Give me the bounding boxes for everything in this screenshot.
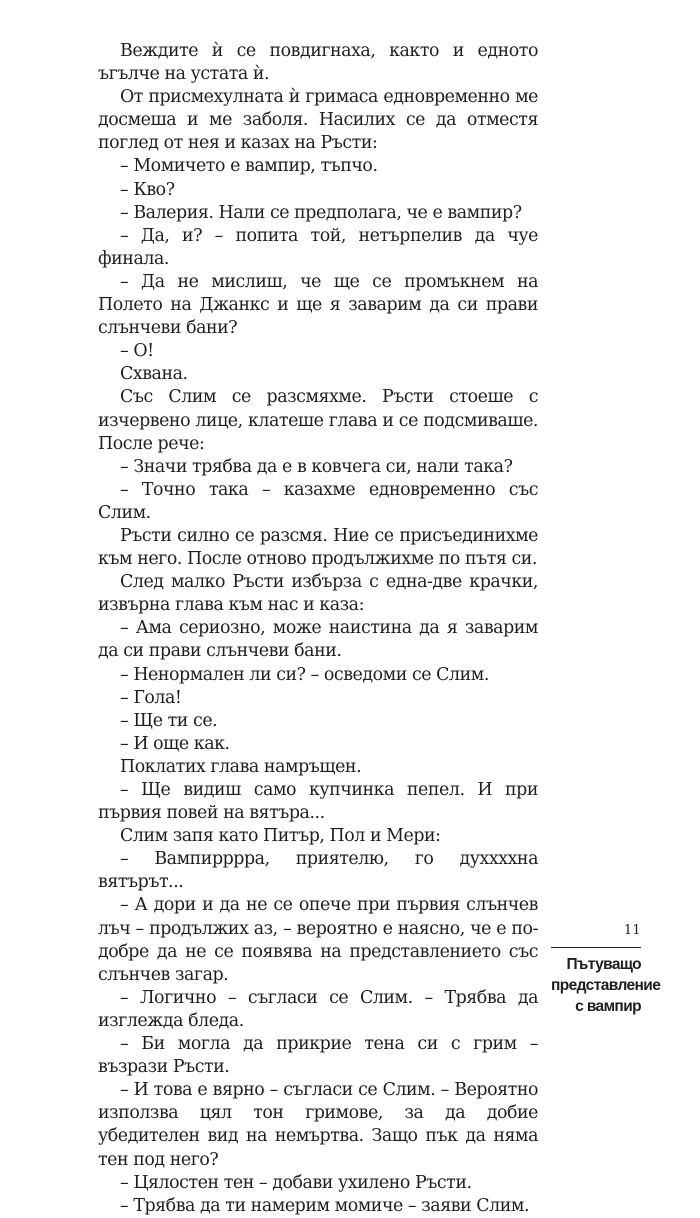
- paragraph: – Гола!: [120, 687, 182, 708]
- paragraph: – А дори и да не се опече при първия слънчев лъч – продължих аз, – вероятно е наясно, че е по-добре да не се появява на представлението със слънчев загар.: [98, 895, 538, 985]
- page-footer: [551, 922, 661, 1017]
- paragraph: – Ще ти се.: [120, 710, 218, 731]
- paragraph: – Ще видиш само купчинка пепел. И при първия повей на вятъра...: [98, 780, 538, 824]
- paragraph: Схвана.: [120, 364, 188, 385]
- paragraph: Веждите ѝ се повдигнаха, както и едното ъгълче на устата ѝ.: [98, 41, 538, 85]
- paragraph: – Кво?: [120, 179, 175, 200]
- footer-rule: [551, 947, 641, 948]
- paragraph: – Да, и? – попита той, нетърпелив да чуе финала.: [98, 225, 538, 269]
- running-title-line: Пътуващо: [566, 956, 641, 973]
- paragraph: – Точно така – казахме едновременно със Слим.: [98, 479, 538, 523]
- paragraph: – Да не мислиш, че ще се промъкнем на Полето на Джанкс и ще я заварим да си прави слънчеви бани?: [98, 271, 538, 339]
- paragraph: – Би могла да прикрие тена си с грим – възрази Ръсти.: [98, 1034, 538, 1078]
- paragraph: – Логично – съгласи се Слим. – Трябва да изглежда бледа.: [98, 987, 538, 1031]
- paragraph: – О!: [120, 341, 154, 362]
- paragraph: – И още как.: [120, 733, 230, 754]
- page-number: 11: [623, 923, 641, 938]
- paragraph: От присмехулната ѝ гримаса едновременно ме досмеша и ме заболя. Насилих се да отместя поглед от нея и казах на Ръсти:: [98, 87, 538, 154]
- paragraph: Ръсти силно се разсмя. Ние се присъединихме към него. После отново продължихме по пътя си.: [98, 525, 538, 570]
- running-title: [551, 954, 661, 1017]
- paragraph: – Значи трябва да е в ковчега си, нали така?: [120, 456, 513, 477]
- paragraph: – Момичето е вампир, тъпчо.: [120, 156, 378, 177]
- paragraph: След малко Ръсти избърза с една-две крачки, извърна глава към нас и каза:: [98, 572, 538, 616]
- body-text: [98, 40, 538, 1218]
- paragraph: – Вампирррра, приятелю, го духхххна вятърът...: [98, 849, 538, 893]
- paragraph: – Цялостен тен – добави ухилено Ръсти.: [120, 1172, 472, 1193]
- paragraph: – Ама сериозно, може наистина да я заварим да си прави слънчеви бани.: [98, 618, 538, 662]
- paragraph: – Трябва да ти намерим момиче – заяви Слим.: [120, 1195, 530, 1216]
- running-title-line: представление: [551, 977, 661, 994]
- paragraph: – Валерия. Нали се предполага, че е вампир?: [120, 202, 522, 223]
- paragraph: Слим запя като Питър, Пол и Мери:: [120, 826, 441, 847]
- paragraph: Поклатих глава намръщен.: [120, 756, 362, 777]
- running-title-line: с вампир: [575, 998, 641, 1015]
- paragraph: – И това е вярно – съгласи се Слим. – Вероятно използва цял тон гримове, за да добие убедителен вид на немъртва. Защо пък да няма тен под него?: [98, 1080, 538, 1170]
- paragraph: Със Слим се разсмяхме. Ръсти стоеше с изчервено лице, клатеше глава и се подсмиваше. После рече:: [98, 387, 538, 454]
- paragraph: – Ненормален ли си? – осведоми се Слим.: [120, 664, 489, 685]
